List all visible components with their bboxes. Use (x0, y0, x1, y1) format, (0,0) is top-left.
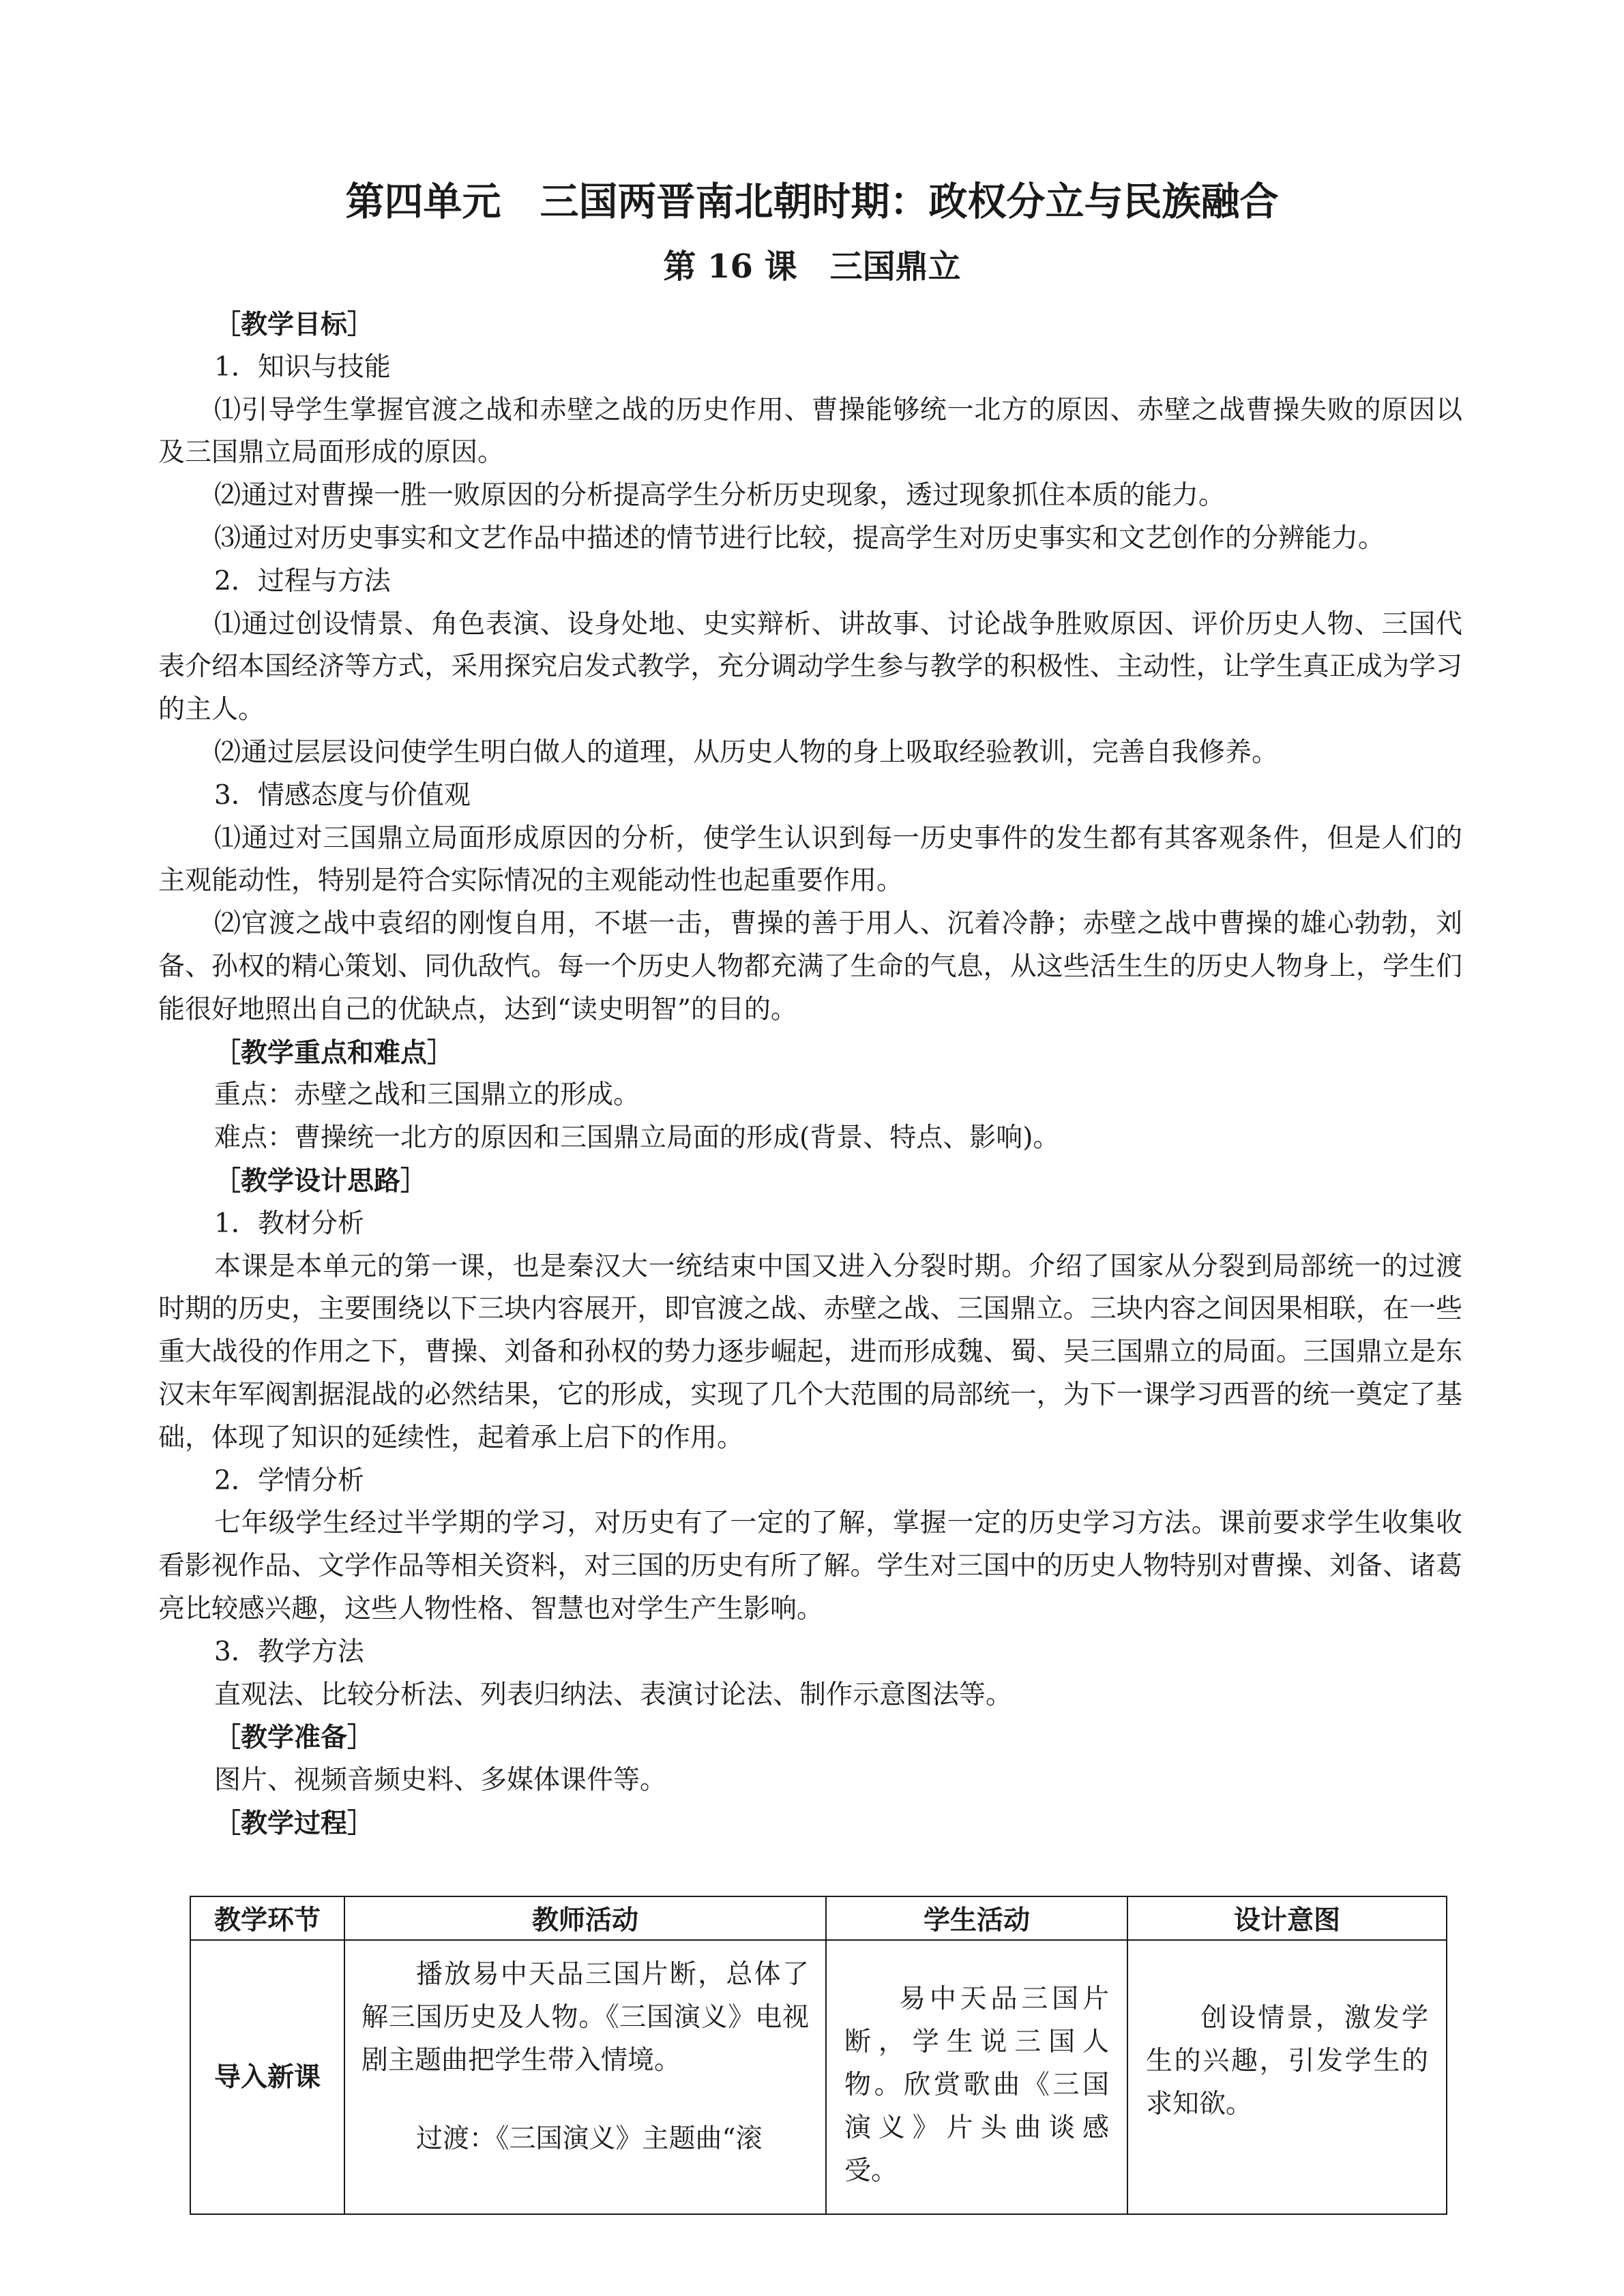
section-heading-design: ［教学设计思路］ (214, 1165, 428, 1197)
header-student: 学生活动 (826, 1896, 1127, 1940)
cell-student (826, 1940, 1127, 2214)
teacher-paragraph-1: 播放易中天品三国片断，总体了解三国历史及人物。《三国演义》电视剧主题曲把学生带入情境。 (361, 1959, 809, 2076)
table-row (190, 1940, 1447, 2214)
teaching-process-table (190, 1896, 1447, 2215)
lesson-title: 第 16 课 三国鼎立 (663, 248, 961, 286)
section-heading-key-points: ［教学重点和难点］ (214, 1037, 454, 1069)
paragraph-emotion-2: ⑵官渡之战中袁绍的刚愎自用，不堪一击，曹操的善于用人、沉着冷静；赤壁之战中曹操的雄心勃勃，刘备、孙权的精心策划、同仇敌忾。每一个历史人物都充满了生命的气息，从这些活生生的历史人物身上，学生们能很好地照出自己的优缺点，达到“读史明智”的目的。 (158, 908, 1462, 1025)
header-stage: 教学环节 (190, 1896, 344, 1940)
paragraph-knowledge-2: ⑵通过对曹操一胜一败原因的分析提高学生分析历史现象，透过现象抓住本质的能力。 (214, 480, 1226, 511)
cell-stage: 导入新课 (190, 1940, 344, 2214)
subheading-process: 2．过程与方法 (214, 565, 391, 597)
paragraph-difficult-point: 难点：曹操统一北方的原因和三国鼎立局面的形成(背景、特点、影响)。 (214, 1122, 1060, 1154)
subheading-students: 2．学情分析 (214, 1465, 364, 1496)
unit-title: 第四单元 三国两晋南北朝时期：政权分立与民族融合 (345, 179, 1279, 224)
intent-paragraph: 创设情景，激发学生的兴趣，引发学生的求知欲。 (1146, 2003, 1428, 2119)
paragraph-knowledge-1: ⑴引导学生掌握官渡之战和赤壁之战的历史作用、曹操能够统一北方的原因、赤壁之战曹操失败的原因以及三国鼎立局面形成的原因。 (158, 394, 1462, 468)
subheading-material: 1．教材分析 (214, 1208, 364, 1239)
section-heading-process: ［教学过程］ (214, 1807, 374, 1839)
document-body (158, 303, 1462, 1845)
student-paragraph: 易中天品三国片断，学生说三国人物。欣赏歌曲《三国演义》片头曲谈感受。 (844, 1984, 1109, 2186)
paragraph-students: 七年级学生经过半学期的学习，对历史有了一定的了解，掌握一定的历史学习方法。课前要求学生收集收看影视作品、文学作品等相关资料，对三国的历史有所了解。学生对三国中的历史人物特别对曹操、刘备、诸葛亮比较感兴趣，这些人物性格、智慧也对学生产生影响。 (158, 1508, 1462, 1624)
cell-intent (1127, 1940, 1447, 2214)
subheading-emotion: 3．情感态度与价值观 (214, 779, 471, 811)
paragraph-process-1: ⑴通过创设情景、角色表演、设身处地、史实辩析、讲故事、讨论战争胜败原因、评价历史人物、三国代表介绍本国经济等方式，采用探究启发式教学，充分调动学生参与教学的积极性、主动性，让学生真正成为学习的主人。 (158, 608, 1462, 726)
cell-teacher (344, 1940, 826, 2214)
header-teacher: 教师活动 (344, 1896, 826, 1940)
paragraph-key-point: 重点：赤壁之战和三国鼎立的形成。 (214, 1079, 640, 1111)
paragraph-prep: 图片、视频音频史料、多媒体课件等。 (214, 1765, 667, 1796)
header-intent: 设计意图 (1127, 1896, 1447, 1940)
paragraph-process-2: ⑵通过层层设问使学生明白做人的道理，从历史人物的身上吸取经验教训，完善自我修养。 (214, 736, 1279, 768)
section-heading-objectives: ［教学目标］ (214, 309, 374, 340)
paragraph-methods: 直观法、比较分析法、列表归纳法、表演讨论法、制作示意图法等。 (214, 1679, 1013, 1710)
subheading-knowledge: 1．知识与技能 (214, 351, 391, 383)
paragraph-emotion-1: ⑴通过对三国鼎立局面形成原因的分析，使学生认识到每一历史事件的发生都有其客观条件，但是人们的主观能动性，特别是符合实际情况的主观能动性也起重要作用。 (158, 822, 1462, 897)
section-heading-prep: ［教学准备］ (214, 1722, 374, 1754)
teacher-paragraph-2: 过渡：《三国演义》主题曲“滚 (416, 2123, 763, 2154)
table-header-row (190, 1896, 1447, 1940)
paragraph-material: 本课是本单元的第一课，也是秦汉大一统结束中国又进入分裂时期。介绍了国家从分裂到局部统一的过渡时期的历史，主要围绕以下三块内容展开，即官渡之战、赤壁之战、三国鼎立。三块内容之间因果相联，在一些重大战役的作用之下，曹操、刘备和孙权的势力逐步崛起，进而形成魏、蜀、吴三国鼎立的局面。三国鼎立是东汉末年军阀割据混战的必然结果，它的形成，实现了几个大范围的局部统一，为下一课学习西晋的统一奠定了基础，体现了知识的延续性，起着承上启下的作用。 (158, 1251, 1462, 1453)
subheading-methods: 3．教学方法 (214, 1636, 364, 1667)
paragraph-knowledge-3: ⑶通过对历史事实和文艺作品中描述的情节进行比较，提高学生对历史事实和文艺创作的分辨能力。 (214, 522, 1385, 554)
